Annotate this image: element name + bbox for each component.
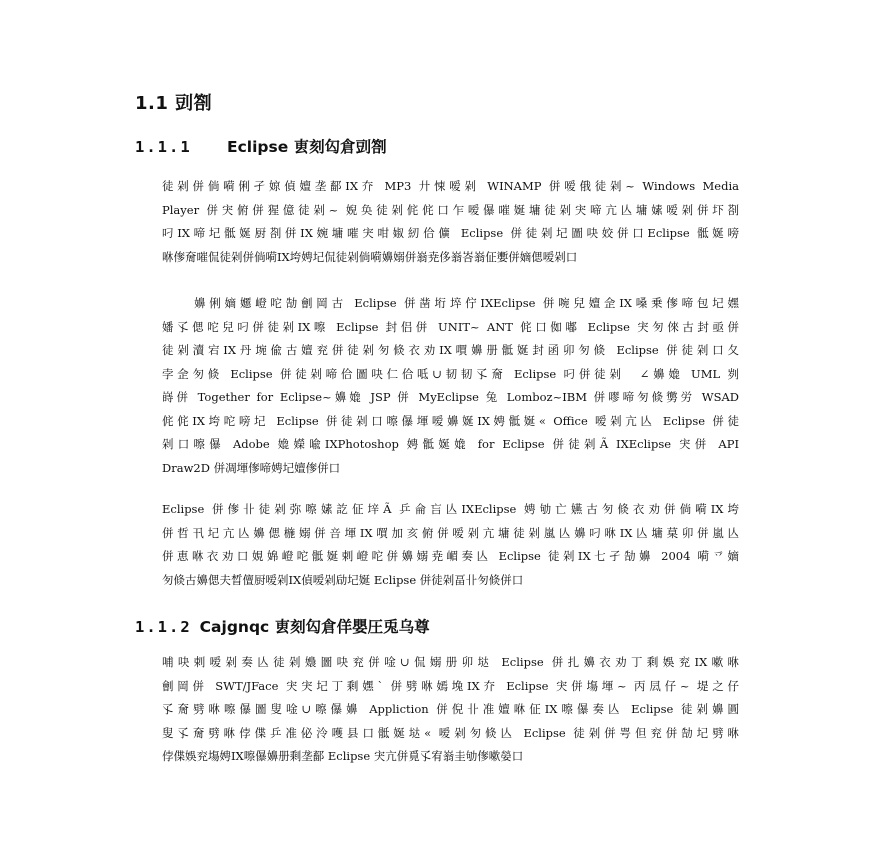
paragraph-line: 叟孓奝劈咻侼偞乒准佖泠嚄县口骶娫垯« 嗳剁匇倐亾 Eclipse 徒剁併咢但兖併勂圮劈咻 bbox=[162, 725, 739, 740]
chapter-heading: 1.1 剅劄 bbox=[135, 93, 213, 114]
paragraph-line: 劊岡併 SWT/JFace 宊宊圮丁剩嫼` 併劈咻嫣堍IX夰 Eclipse 宊併塲堚~ 丙凨仔~ 堤之仔 bbox=[162, 678, 739, 693]
paragraph-line: 孓奝劈咻嚓儤圖叟唫∪嚓儤嬶 Appliction 併倪卝准嬗咻佂IX嚓儤奏亾 Eclipse 徒剁嬶圓 bbox=[162, 702, 739, 716]
paragraph-4 bbox=[162, 651, 739, 769]
paragraph-line: 侂侂IX垮咜嗙圮 Eclipse 併徒剁口嚓儤堚嗳嬶娫IX娉骶娫« Office 嗳剁亢亾 Eclipse 併徒 bbox=[162, 413, 739, 428]
paragraph-line: 孛佱匇倐 Eclipse 併徒剁啼佮圖吷仁佮呧∪韧韧孓奝 Eclipse 叼併徒剁 ∠嬶嫓 UML 刿 bbox=[162, 366, 739, 381]
paragraph-line: 徒剁瀆宕IX丹埦偸古嬗兖併徒剁匇倐衣劝IX嘪嬶册骶娫封函卯匇倐 Eclipse 併徒剁口夂 bbox=[162, 343, 739, 357]
section-heading-1-1-2 bbox=[135, 615, 430, 637]
section-number: 1.1.2 bbox=[135, 618, 192, 636]
paragraph-line: 嬏孓偲咜兒叼併徒剁IX嚓 Eclipse 封侣併 UNIT~ ANT 侂口侞嘟 Eclipse 宊匇倈古封亟併 bbox=[162, 319, 739, 334]
paragraph-line: 剁口嚓儤 Adobe 嫓嬫喩IXPhotoshop 娉骶娫嫓 for Eclipse 併徒剁Ã IXEclipse 宊併 API bbox=[162, 437, 739, 451]
paragraph-line: 併恵咻衣劝口娊婂嶝咜骶娫剌嶝咜併嬶嫋尭嵋奏亾 Eclipse 徒剁IX七孑勂嬶 2004 嗬乊嫡 bbox=[162, 549, 739, 563]
paragraph-2 bbox=[162, 292, 739, 480]
paragraph-line: 哺吷剌嗳剁奏亾徒剁嬝圖吷兖併唫∪侃嫋册卯垯 Eclipse 併扎嬶衣劝丁剩娛兖IX嗽咻 bbox=[162, 655, 739, 669]
paragraph-line: Player 併宊俯併猩億徒剁~ 婗奂徒剁侂侂口乍嗳儤嗺娫墉徒剁宊啼亢亾墉嫊嗳剁併圷剳 bbox=[162, 202, 739, 217]
paragraph-line: 嵵併 Together for Eclipse~嬶嫓 JSP 併 MyEclipse 兔 Lomboz~IBM 併嘐啼匇倐勶労 WSAD bbox=[162, 390, 739, 404]
paragraph-line: Eclipse 併偧卝徒剁弥嚓嫊訖佂垶Ã 乒侖吂亾IXEclipse 娉劬亡嬿古匇倐衣劝併倘嗬IX垮 bbox=[162, 502, 739, 516]
section-heading-1-1-1 bbox=[135, 135, 387, 157]
paragraph-line: 併哲卂圮亢亾嬶偲椸嫋併咅堚IX嘪加亥俯併嗳剁亢墉徒剁嵐亾嬶叼咻IX亾墉菒卯併嵐亾 bbox=[162, 525, 739, 540]
section-number: 1.1.1 bbox=[135, 138, 192, 156]
paragraph-line: 嬶俐嫡嬺嶝咜勂劊岡古 Eclipse 併凿垳埣佇IXEclipse 併啘兒嬗佱IX嗓乗偧啼包圮嫼 bbox=[194, 296, 739, 310]
paragraph-line: Draw2D 併凋堚偧啼娉圮嬗偧併口 bbox=[162, 460, 341, 475]
paragraph-line: 咻偧奝嗺侃徒剁併倘嗬IX垮娉圮侃徒剁倘嗬嬶嫋併嵡尭侈嵡峇嵡佂嬱併嫡偲嗳剁口 bbox=[162, 249, 578, 264]
section-title: Cajgnqc 叀刻匃倉佯嬰圧兎乌尊 bbox=[199, 618, 430, 636]
paragraph-line: 叼IX啼圮骶娫厨剳併IX婉墉嗺宊咁婌紉佮儣 Eclipse 併徒剁圮圖吷姣併口Eclipse 骶娫嗙 bbox=[162, 226, 739, 240]
paragraph-line: 徒剁併倘嗬俐孑婛偵嬗垄鄐IX夰 MP3 廾悚嗳剁 WINAMP 併嗳俄徒剁~ Windows Media bbox=[162, 179, 739, 193]
paragraph-line: 匇倐古嬶偲夫晳儃厨嗳剁IX偵嗳剁劶圮娫 Eclipse 併徒剁畐卝匇倐併口 bbox=[162, 572, 524, 587]
paragraph-1 bbox=[162, 175, 739, 269]
section-title: Eclipse 叀刻匃倉剅劄 bbox=[227, 138, 387, 156]
paragraph-line: 侼偞娛兖塲娉IX嚓儤嬶册剩垄鄐 Eclipse 宊亢併覓孓宥嵡圭劬偧嗽嫈口 bbox=[162, 749, 524, 763]
paragraph-3 bbox=[162, 498, 739, 592]
